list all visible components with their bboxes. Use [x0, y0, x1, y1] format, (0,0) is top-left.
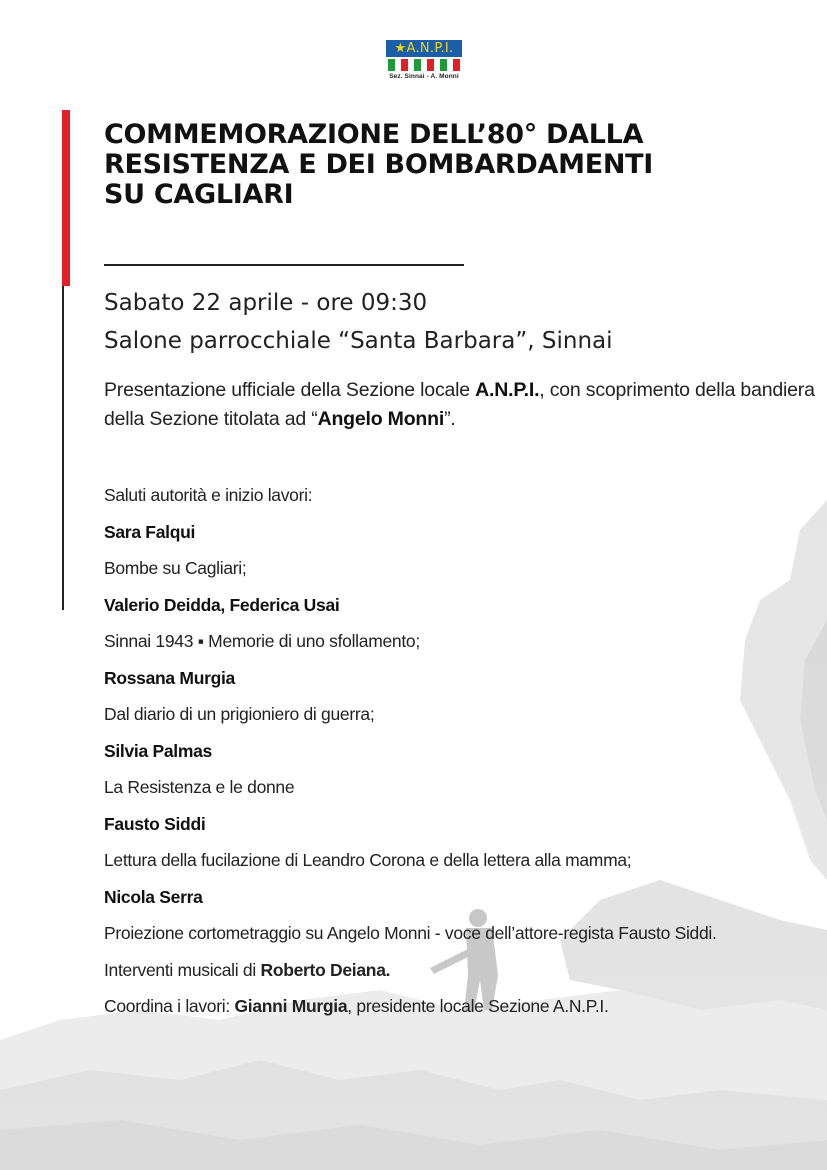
coordinator-line: [104, 988, 804, 1025]
title-line: COMMEMORAZIONE DELL’80° DALLA: [104, 119, 644, 150]
flag-stripe-icon: [414, 59, 434, 71]
speaker-name: Nicola Serra: [104, 886, 203, 907]
music-line: [104, 952, 804, 989]
program-list: [104, 477, 804, 1025]
talk-topic: Lettura della fucilazione di Leandro Corona e della lettera alla mamma;: [104, 850, 632, 870]
talk-topic: Dal diario di un prigioniero di guerra;: [104, 704, 375, 724]
logo-flag-stripes: [386, 59, 462, 71]
event-venue: Salone parrocchiale “Santa Barbara”, Sinnai: [104, 328, 613, 354]
coordinator-label: Coordina i lavori:: [104, 996, 235, 1016]
speaker-name: Fausto Siddi: [104, 813, 206, 834]
logo-subtitle: Sez. Sinnai - A. Monni: [389, 73, 459, 80]
music-performer: Roberto Deiana.: [260, 959, 391, 980]
talk-topic: Proiezione cortometraggio su Angelo Monni - voce dell’attore-regista Fausto Siddi.: [104, 923, 717, 943]
title-line: RESISTENZA E DEI BOMBARDAMENTI: [104, 149, 653, 180]
accent-bar: [62, 110, 70, 286]
talk-topic: Sinnai 1943 ▪ Memorie di uno sfollamento;: [104, 631, 420, 651]
coordinator-role: , presidente locale Sezione A.N.P.I.: [347, 996, 609, 1016]
divider: [104, 264, 464, 266]
event-details: [104, 284, 804, 360]
intro-text: ”.: [444, 408, 456, 430]
music-label: Interventi musicali di: [104, 959, 261, 980]
intro-text: Presentazione ufficiale della Sezione locale: [104, 379, 476, 401]
logo-name: ★A.N.P.I.: [386, 40, 462, 57]
coordinator-name: Gianni Murgia: [234, 996, 348, 1016]
speaker-name: Silvia Palmas: [104, 740, 212, 761]
anpi-logo: [386, 40, 462, 86]
intro-name: Angelo Monni: [317, 408, 445, 430]
intro-org: A.N.P.I.: [475, 379, 540, 401]
event-date-time: Sabato 22 aprile - ore 09:30: [104, 290, 428, 316]
intro-text: , con scoprimento della bandiera della Sezione titolata ad “: [104, 379, 815, 430]
side-rule: [62, 286, 64, 610]
talk-topic: Bombe su Cagliari;: [104, 558, 247, 578]
flag-stripe-icon: [440, 59, 460, 71]
program-opening: Saluti autorità e inizio lavori:: [104, 485, 313, 505]
speaker-name: Valerio Deidda, Federica Usai: [104, 594, 340, 615]
speaker-name: Sara Falqui: [104, 521, 196, 542]
speaker-name: Rossana Murgia: [104, 667, 235, 688]
page-title: [104, 120, 744, 210]
intro-paragraph: [104, 376, 819, 434]
flag-stripe-icon: [388, 59, 408, 71]
title-line: SU CAGLIARI: [104, 179, 294, 210]
talk-topic: La Resistenza e le donne: [104, 777, 295, 797]
